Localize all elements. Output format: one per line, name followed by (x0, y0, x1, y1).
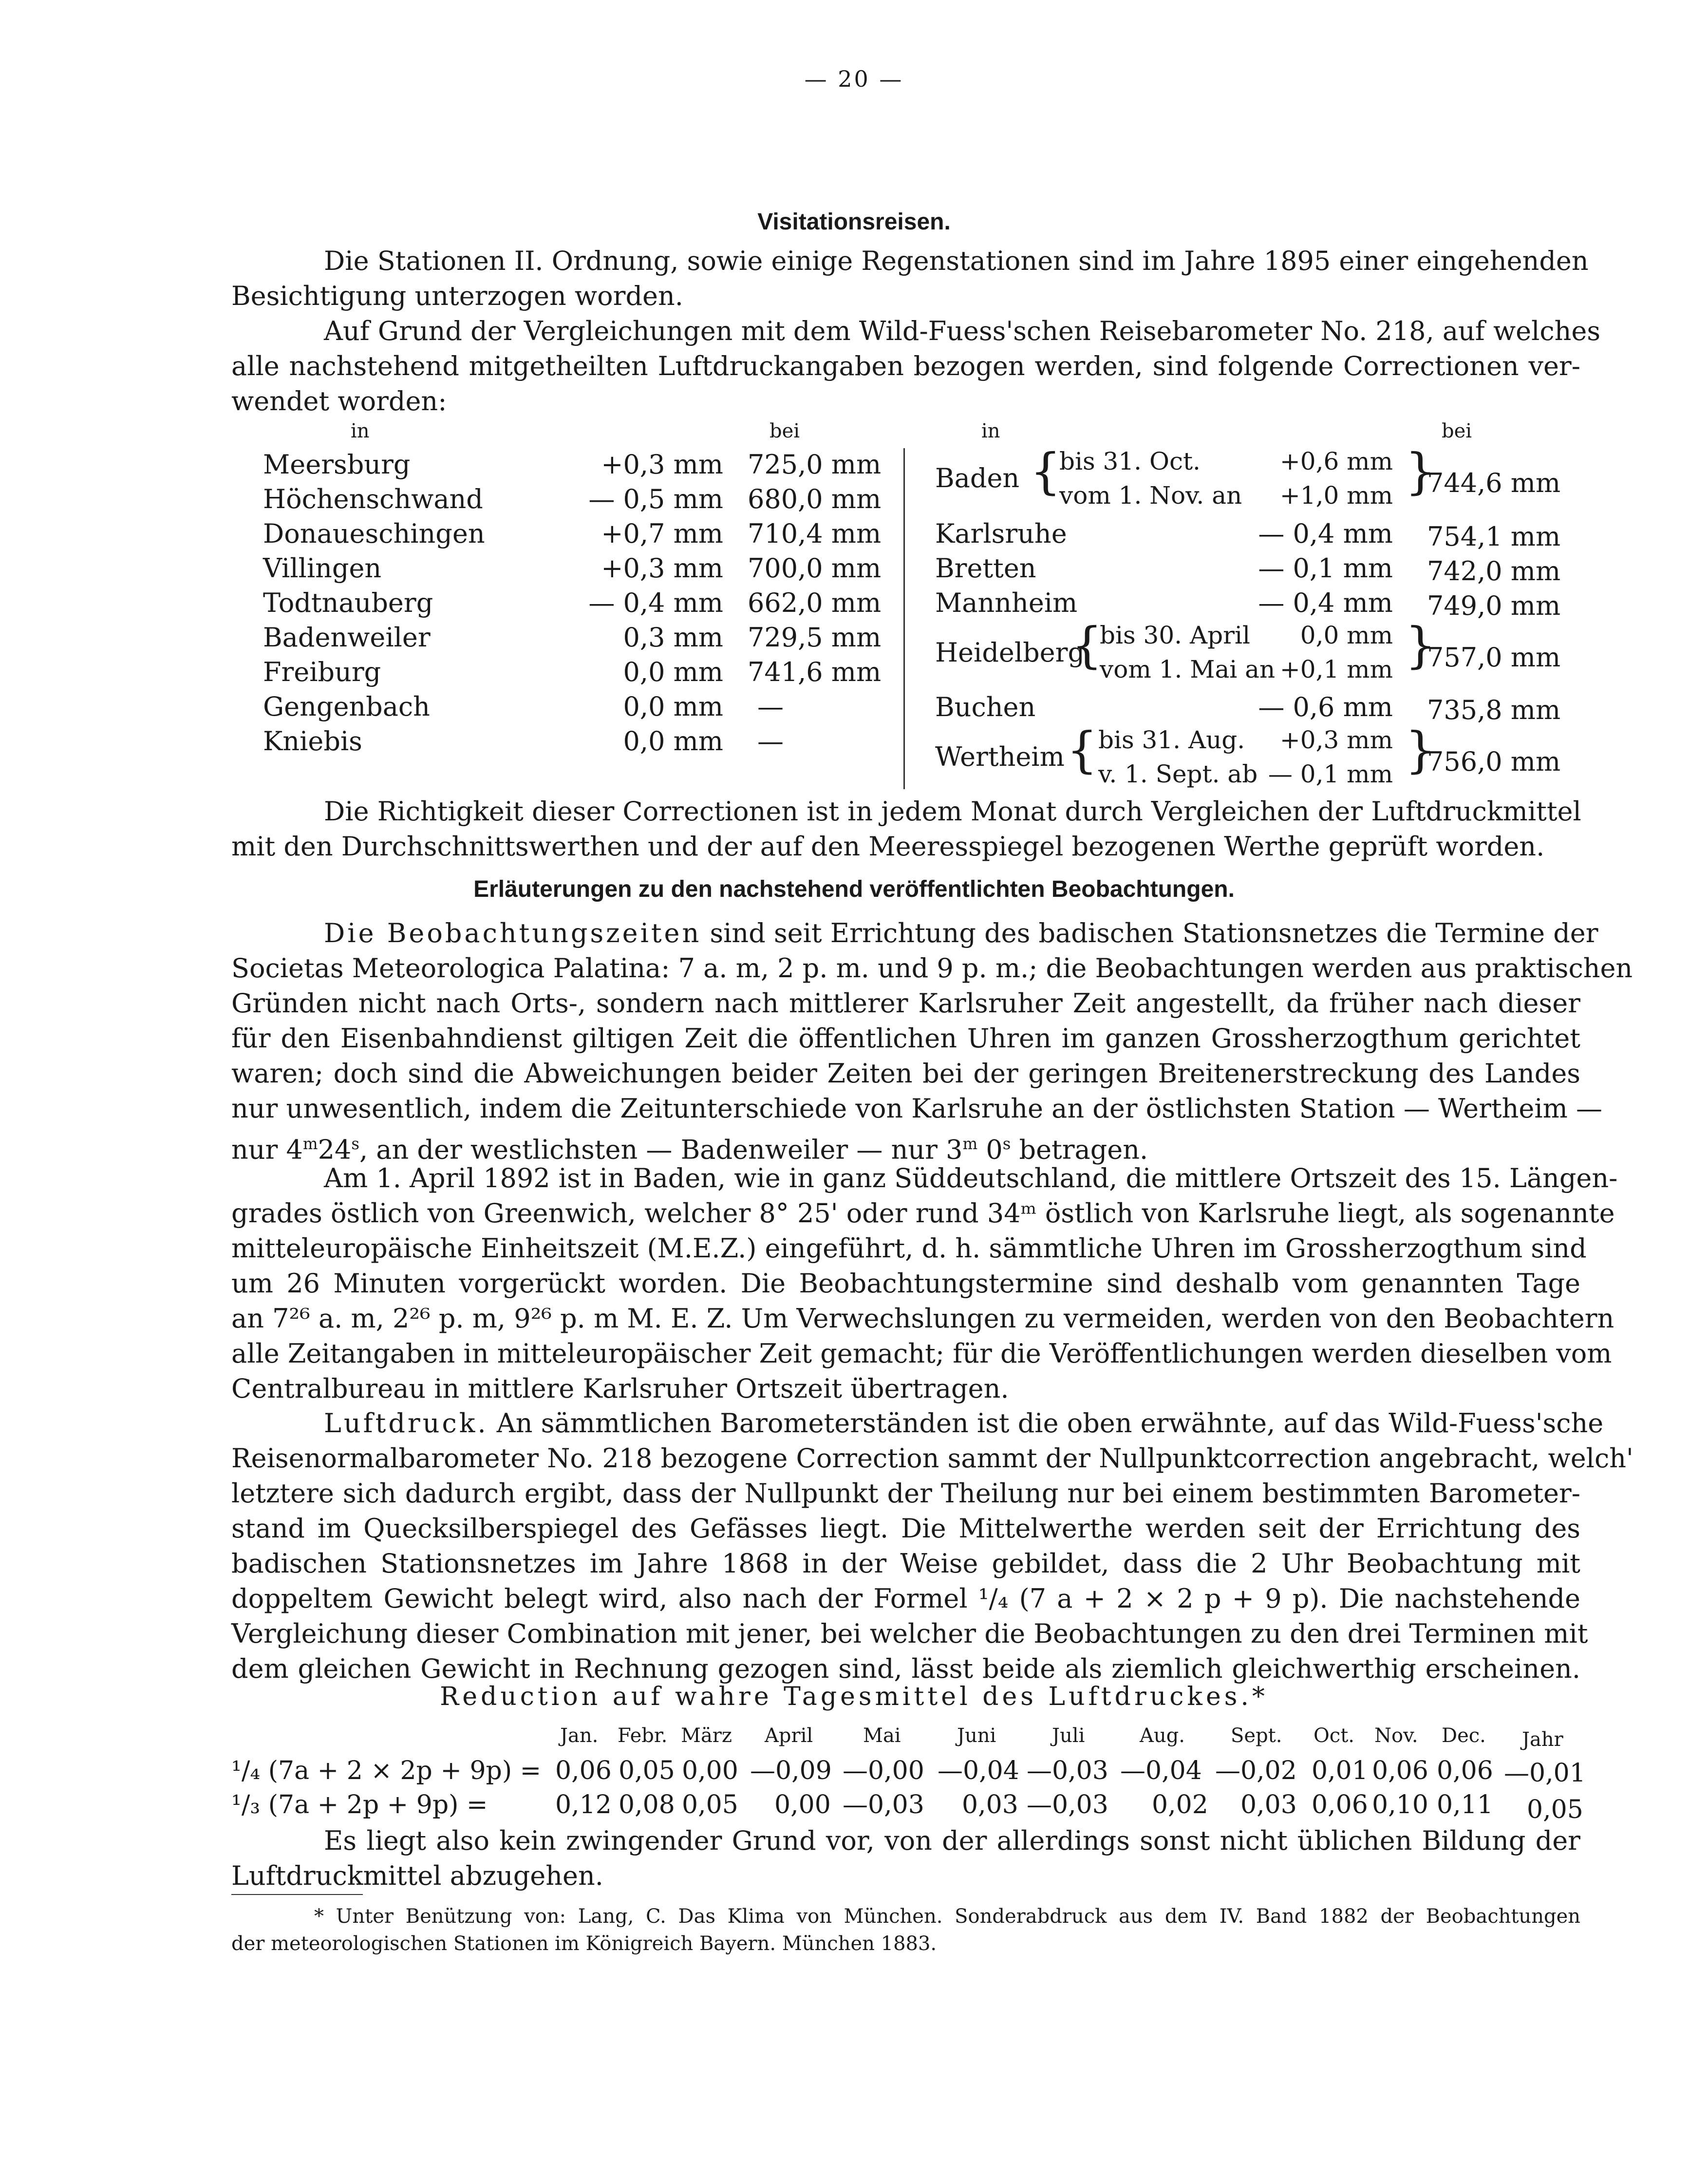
correction-value: +0,3 mm (1279, 726, 1393, 754)
section-title-visitationsreisen: Visitationsreisen. (757, 209, 951, 235)
month-header: Jan. (560, 1724, 599, 1747)
correction-value: 0,0 mm (1300, 621, 1393, 649)
table-cell: 0,00 (774, 1790, 831, 1819)
text-line: waren; doch sind die Abweichungen beider Zeiten bei der geringen Breitenerstreckung des Landes (231, 1058, 1580, 1089)
correction-value: +1,0 mm (1279, 481, 1393, 510)
month-header: Sept. (1231, 1724, 1282, 1747)
text-line: alle Zeitangaben in mitteleuropäischer Zeit gemacht; für die Veröffentlichungen werden dieselben vom (231, 1338, 1612, 1369)
month-header: Juni (957, 1724, 996, 1747)
month-header: Febr. (618, 1724, 668, 1747)
correction-value: — 0,4 mm (1258, 587, 1393, 618)
paragraph-correctness (231, 794, 1580, 864)
correction-value: +0,1 mm (1279, 655, 1393, 683)
reference-pressure: — (757, 691, 784, 722)
month-header: Jahr (1522, 1728, 1563, 1751)
text-line: Am 1. April 1892 ist in Baden, wie in ganz Süddeutschland, die mittlere Ortszeit des 15. Längen- (324, 1163, 1618, 1194)
text-line: letztere sich dadurch ergibt, dass der Nullpunkt der Theilung nur bei einem bestimmten Barometer- (231, 1478, 1580, 1509)
col-header-bei-right: bei (1442, 420, 1472, 442)
station-name: Freiburg (263, 657, 381, 687)
reference-pressure: 757,0 mm (1427, 642, 1561, 673)
brace-close: } (1405, 721, 1436, 778)
paragraph-luftdruck (231, 1406, 1633, 1686)
brace-close: } (1405, 443, 1436, 500)
month-header: April (765, 1724, 813, 1747)
text-line (231, 916, 1598, 951)
text-line: Die Stationen II. Ordnung, sowie einige Regenstationen sind im Jahre 1895 einer eingehenden (324, 246, 1589, 276)
reference-pressure: 710,4 mm (748, 518, 882, 549)
month-header: Mai (863, 1724, 901, 1747)
month-header: Aug. (1140, 1724, 1185, 1747)
table-cell: 0,11 (1437, 1790, 1493, 1819)
brace-open: { (1071, 617, 1103, 674)
text-line: wendet worden: (231, 386, 447, 417)
correction-value: 0,0 mm (623, 657, 723, 687)
section-title-erlaeuterungen: Erläuterungen zu den nachstehend veröffentlichten Beobachtungen. (473, 876, 1235, 902)
formula-label: ¹/₃ (7a + 2p + 9p) = (231, 1790, 488, 1819)
footnote (231, 1903, 1580, 1957)
footnote-line: * Unter Benützung von: Lang, C. Das Klima von München. Sonderabdruck aus dem IV. Band 1882 der Beobachtungen (314, 1905, 1580, 1928)
text-run: nur 4 (231, 1134, 303, 1165)
superscript: s (351, 1135, 359, 1153)
month-header: Dec. (1442, 1724, 1486, 1747)
text-line: Centralbureau in mittlere Karlsruher Ortszeit übertragen. (231, 1373, 1009, 1404)
table-cell: —0,03 (1027, 1790, 1108, 1819)
table-cell: 0,10 (1372, 1790, 1428, 1819)
text-line: Societas Meteorologica Palatina: 7 a. m, 2 p. m. und 9 p. m.; die Beobachtungen werden aus praktischen (231, 953, 1633, 984)
lead-term: Luftdruck. (324, 1408, 488, 1439)
paragraph-corrections-intro (231, 314, 1601, 419)
brace-open: { (1067, 721, 1098, 778)
station-name: Mannheim (935, 587, 1078, 618)
month-header: März (681, 1724, 732, 1747)
table-cell: —0,01 (1504, 1759, 1586, 1788)
period-label: vom 1. Mai an (1100, 655, 1276, 683)
table-cell: 0,03 (962, 1790, 1018, 1819)
table-cell: —0,04 (1120, 1756, 1202, 1785)
correction-value: — 0,4 mm (588, 587, 723, 618)
superscript: s (1002, 1135, 1011, 1153)
text-line (231, 1126, 1580, 1165)
month-header: Juli (1052, 1724, 1085, 1747)
text-line: dem gleichen Gewicht in Rechnung gezogen sind, lässt beide als ziemlich gleichwerthig erscheinen. (231, 1653, 1580, 1684)
correction-value: 0,0 mm (623, 726, 723, 757)
footnote-rule (231, 1894, 363, 1895)
text-line: Reisenormalbarometer No. 218 bezogene Correction sammt der Nullpunktcorrection angebracht, welch' (231, 1443, 1633, 1474)
reference-pressure: 725,0 mm (748, 449, 882, 480)
text-line: Vergleichung dieser Combination mit jener, bei welcher die Beobachtungen zu den drei Terminen mit (231, 1618, 1588, 1649)
lead-term: Die Beobachtungszeiten (324, 918, 702, 948)
table-cell: —0,09 (750, 1756, 832, 1785)
paragraph-observation-times (231, 916, 1633, 1165)
page-number: — 20 — (804, 66, 904, 92)
table-cell: 0,08 (619, 1790, 675, 1819)
correction-value: 0,3 mm (623, 622, 723, 653)
station-name: Baden (935, 463, 1020, 493)
table-cell: 0,05 (619, 1756, 675, 1785)
text-line: nur unwesentlich, indem die Zeitunterschiede von Karlsruhe an der östlichsten Station — Wertheim — (231, 1093, 1602, 1124)
table-divider (903, 448, 905, 789)
reference-pressure: 741,6 mm (748, 657, 882, 687)
text-run: , an der westlichsten — Badenweiler — nur 3 (359, 1134, 963, 1165)
reference-pressure: 729,5 mm (748, 622, 882, 653)
paragraph-conclusion (231, 1823, 1580, 1894)
text-line: alle nachstehend mitgetheilten Luftdruckangaben bezogen werden, sind folgende Correctionen ver- (231, 351, 1580, 381)
text-line: grades östlich von Greenwich, welcher 8° 25' oder rund 34ᵐ östlich von Karlsruhe liegt, als sogenannte (231, 1198, 1615, 1229)
text-line: um 26 Minuten vorgerückt worden. Die Beobachtungstermine sind deshalb vom genannten Tage (231, 1268, 1580, 1299)
table-cell: 0,06 (555, 1756, 612, 1785)
station-name: Meersburg (263, 449, 411, 480)
station-name: Badenweiler (263, 622, 431, 653)
reference-pressure: 756,0 mm (1427, 746, 1561, 777)
table-cell: 0,03 (1240, 1790, 1297, 1819)
table-cell: —0,02 (1215, 1756, 1297, 1785)
correction-value: — 0,4 mm (1258, 518, 1393, 549)
text-line: mitteleuropäische Einheitszeit (M.E.Z.) eingeführt, d. h. sämmtliche Uhren im Grossherzogthum sind (231, 1233, 1587, 1264)
month-header: Nov. (1374, 1724, 1418, 1747)
table-cell: —0,03 (1027, 1756, 1108, 1785)
correction-value: — 0,1 mm (1268, 760, 1393, 788)
footnote-line: der meteorologischen Stationen im Königreich Bayern. München 1883. (231, 1933, 937, 1955)
station-name: Todtnauberg (263, 587, 433, 618)
reference-pressure: 742,0 mm (1427, 556, 1561, 587)
table-cell: —0,00 (843, 1756, 924, 1785)
reference-pressure: 749,0 mm (1427, 590, 1561, 621)
correction-value: +0,3 mm (601, 449, 723, 480)
station-name: Bretten (935, 553, 1036, 584)
text-line: mit den Durchschnittswerthen und der auf den Meeresspiegel bezogenen Werthe geprüft worden. (231, 831, 1545, 862)
reference-pressure: 662,0 mm (748, 587, 882, 618)
text-line: stand im Quecksilberspiegel des Gefässes liegt. Die Mittelwerthe werden seit der Errichtung des (231, 1513, 1580, 1544)
table-cell: —0,04 (938, 1756, 1019, 1785)
station-name: Heidelberg (935, 637, 1085, 668)
col-header-in: in (351, 420, 370, 442)
table-cell: 0,01 (1312, 1756, 1368, 1785)
text-line: Besichtigung unterzogen worden. (231, 281, 683, 311)
table-cell: 0,00 (682, 1756, 738, 1785)
period-label: v. 1. Sept. ab (1098, 760, 1258, 788)
station-name: Kniebis (263, 726, 362, 757)
period-label: bis 31. Oct. (1059, 447, 1201, 475)
correction-value: 0,0 mm (623, 691, 723, 722)
reference-pressure: 744,6 mm (1427, 468, 1561, 498)
reference-pressure: — (757, 726, 784, 757)
station-name: Buchen (935, 692, 1036, 722)
brace-close: } (1405, 617, 1436, 674)
station-name: Donaueschingen (263, 518, 485, 549)
text-line: Die Richtigkeit dieser Correctionen ist in jedem Monat durch Vergleichen der Luftdruckmittel (324, 796, 1581, 827)
station-name: Karlsruhe (935, 518, 1067, 549)
text-line: Gründen nicht nach Orts-, sondern nach mittlerer Karlsruher Zeit angestellt, da früher nach dieser (231, 988, 1580, 1019)
reduction-table-title: Reduction auf wahre Tagesmittel des Luftdruckes.* (440, 1682, 1268, 1711)
table-cell: 0,05 (682, 1790, 738, 1819)
station-name: Höchenschwand (263, 484, 483, 514)
text-run: 24 (318, 1134, 352, 1165)
text-line: Luftdruckmittel abzugehen. (231, 1860, 603, 1891)
reference-pressure: 680,0 mm (748, 484, 882, 514)
text-run: An sämmtlichen Barometerständen ist die oben erwähnte, auf das Wild-Fuess'sche (488, 1408, 1604, 1439)
correction-value: — 0,5 mm (588, 484, 723, 514)
paragraph-central-european-time (231, 1161, 1618, 1406)
superscript: m (962, 1135, 978, 1153)
text-line: badischen Stationsnetzes im Jahre 1868 in der Weise gebildet, dass die 2 Uhr Beobachtung mit (231, 1548, 1580, 1579)
period-label: bis 30. April (1100, 621, 1250, 649)
reference-pressure: 700,0 mm (748, 553, 882, 584)
station-name: Gengenbach (263, 691, 430, 722)
superscript: m (302, 1135, 318, 1153)
col-header-bei: bei (770, 420, 800, 442)
correction-value: — 0,6 mm (1258, 692, 1393, 722)
period-label: bis 31. Aug. (1098, 726, 1245, 754)
table-cell: 0,06 (1312, 1790, 1368, 1819)
reference-pressure: 754,1 mm (1427, 521, 1561, 552)
text-run: 0 (977, 1134, 1003, 1165)
table-cell: 0,05 (1527, 1795, 1583, 1824)
station-name: Wertheim (935, 741, 1065, 772)
table-cell: 0,06 (1437, 1756, 1493, 1785)
table-cell: 0,06 (1372, 1756, 1428, 1785)
text-line: für den Eisenbahndienst giltigen Zeit die öffentlichen Uhren im ganzen Grossherzogthum gerichtet (231, 1023, 1580, 1054)
text-line: an 7²⁶ a. m, 2²⁶ p. m, 9²⁶ p. m M. E. Z. Um Verwechslungen zu vermeiden, werden von den Beobachtern (231, 1303, 1614, 1334)
correction-value: — 0,1 mm (1258, 553, 1393, 584)
correction-value: +0,3 mm (601, 553, 723, 584)
table-cell: 0,02 (1152, 1790, 1208, 1819)
correction-value: +0,6 mm (1279, 447, 1393, 475)
text-run: betragen. (1011, 1134, 1148, 1165)
text-line (231, 1406, 1604, 1441)
period-label: vom 1. Nov. an (1059, 481, 1242, 510)
correction-value: +0,7 mm (601, 518, 723, 549)
reference-pressure: 735,8 mm (1427, 695, 1561, 725)
text-line: Auf Grund der Vergleichungen mit dem Wild-Fuess'schen Reisebarometer No. 218, auf welches (324, 316, 1601, 346)
paragraph-stations (231, 244, 1589, 314)
month-header: Oct. (1314, 1724, 1354, 1747)
text-run: sind seit Errichtung des badischen Stationsnetzes die Termine der (701, 918, 1598, 948)
formula-label: ¹/₄ (7a + 2 × 2p + 9p) = (231, 1756, 542, 1785)
col-header-in-right: in (981, 420, 1000, 442)
table-cell: —0,03 (843, 1790, 924, 1819)
text-line: doppeltem Gewicht belegt wird, also nach der Formel ¹/₄ (7 a + 2 × 2 p + 9 p). Die nachstehende (231, 1583, 1580, 1614)
text-line: Es liegt also kein zwingender Grund vor, von der allerdings sonst nicht üblichen Bildung der (324, 1825, 1580, 1856)
station-name: Villingen (263, 553, 382, 584)
brace-open: { (1030, 443, 1061, 500)
table-cell: 0,12 (555, 1790, 612, 1819)
